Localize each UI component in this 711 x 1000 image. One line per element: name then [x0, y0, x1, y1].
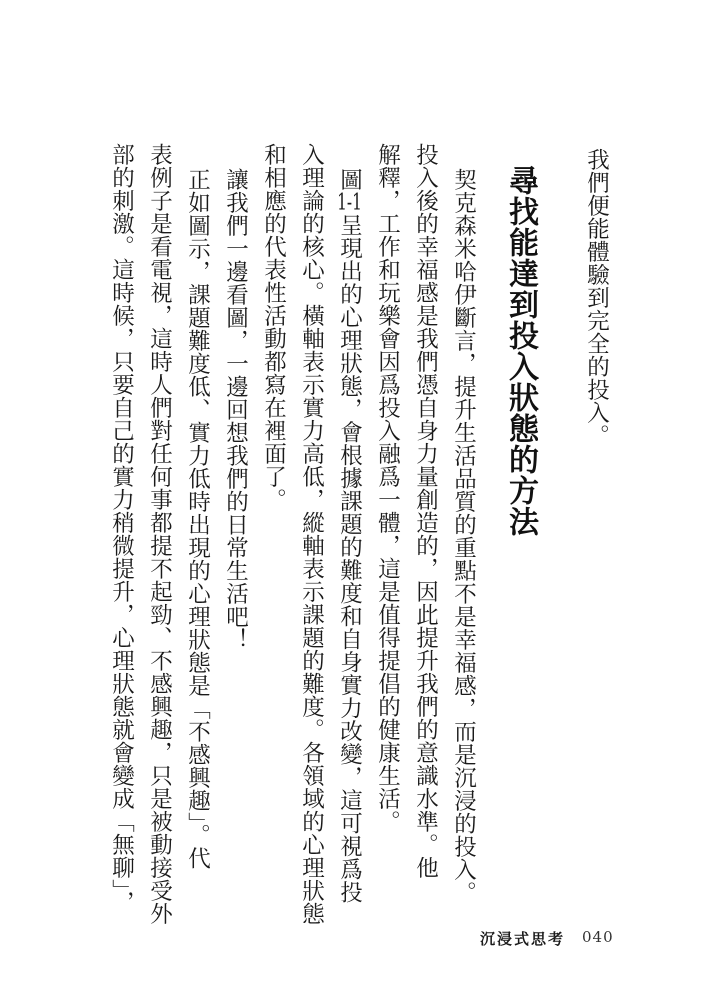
body-line-1: 我們便能體驗到完全的投入。: [583, 148, 610, 447]
body-line-7: 和相應的代表性活動都寫在裡面了。: [260, 143, 287, 511]
footer-book-title: 沉浸式思考: [480, 930, 566, 948]
body-line-3: 投入後的幸福感是我們憑自身力量創造的，因此提升我們的意識水準。他: [412, 143, 439, 879]
body-line-10: 表例子是看電視，這時人們對任何事都提不起勁、不感興趣，只是被動接受外: [146, 143, 173, 925]
body-line-4: 解釋，工作和玩樂會因爲投入融爲一體，這是值得提倡的健康生活。: [374, 143, 401, 833]
figure-ref-label: 圖: [336, 168, 363, 191]
page-number: 040: [582, 928, 614, 946]
body-line-5: [338, 168, 361, 904]
body-line-8: 讓我們一邊看圖，一邊回想我們的日常生活吧！: [222, 168, 249, 651]
body-line-9: 正如圖示，課題難度低、實力低時出現的心理狀態是「不感興趣」。代: [184, 168, 211, 870]
body-line-2: 契克森米哈伊斷言，提升生活品質的重點不是幸福感，而是沉浸的投入。: [450, 168, 477, 904]
body-line-6: 入理論的核心。橫軸表示實力高低，縱軸表示課題的難度。各領域的心理狀態: [298, 143, 325, 925]
section-heading: 尋找能達到投入狀態的方法: [503, 165, 538, 537]
body-line-11: 部的刺激。這時候，只要自己的實力稍微提升，心理狀態就會變成「無聊」，: [108, 143, 135, 914]
body-line-5-text: 呈現出的心理狀態，會根據課題的難度和自身實力改變，這可視爲投: [336, 213, 363, 904]
figure-ref-number: 1-1: [337, 191, 362, 214]
